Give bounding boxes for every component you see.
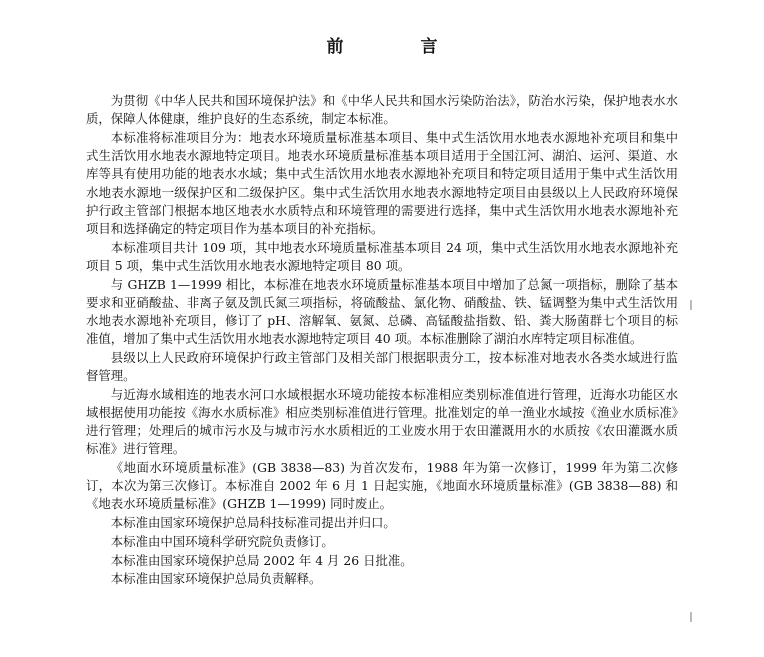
paragraph-project-count: 本标准项目共计 109 项，其中地表水环境质量标准基本项目 24 项，集中式生活饮用水地表水源地补充项目 5 项，集中式生活饮用水地表水源地特定项目 80 项。 [86, 239, 678, 273]
paragraph-proposed-by: 本标准由国家环境保护总局科技标准司提出并归口。 [110, 515, 396, 531]
scan-edge-mark [690, 300, 692, 310]
paragraph-supervision: 县级以上人民政府环境保护行政主管部门及相关部门根据职责分工，按本标准对地表水各类水域进行监督管理。 [86, 349, 678, 384]
paragraph-project-classification: 本标准将标准项目分为：地表水环境质量标准基本项目、集中式生活饮用水地表水源地补充项目和集中式生活饮用水地表水源地特定项目。地表水环境质量标准基本项目适用于全国江河、湖泊、运河、渠道、水库等具有使用功能的地表水水域；集中式生活饮用水地表水源地补充项目和特定项目适用于集中式生活饮用水地表水源地一级保护区和二级保护区。集中式生活饮用水地表水源地特定项目由县级以上人民政府环境保护行政主管部门根据本地区地表水水质特点和环境管理的需要进行选择，集中式生活饮用水地表水源地补充项目和选择确定的特定项目作为基本项目的补充指标。 [86, 129, 678, 236]
paragraph-approved-by: 本标准由国家环境保护总局 2002 年 4 月 26 日批准。 [110, 552, 413, 568]
paragraph-revised-by: 本标准由中国环境科学研究院负责修订。 [110, 533, 334, 549]
paragraph-coastal-waters: 与近海水域相连的地表水河口水域根据水环境功能按本标准相应类别标准值进行管理，近海水功能区水域根据使用功能按《海水水质标准》相应类别标准值进行管理。批准划定的单一渔业水域按《渔业水质标准》进行管理；处理后的城市污水及与城市污水水质相近的工业废水用于农田灌溉用水的水质按《农田灌溉水质标准》进行管理。 [86, 386, 678, 457]
page-title: 前 言 [326, 37, 468, 57]
paragraph-interpreted-by: 本标准由国家环境保护总局负责解释。 [110, 571, 322, 587]
paragraph-purpose: 为贯彻《中华人民共和国环境保护法》和《中华人民共和国水污染防治法》，防治水污染，保护地表水水质，保障人体健康，维护良好的生态系统，制定本标准。 [86, 93, 678, 127]
body-text [86, 92, 678, 588]
paragraph-revision-changes: 与 GHZB 1—1999 相比，本标准在地表水环境质量标准基本项目中增加了总氮一项指标，删除了基本要求和亚硝酸盐、非离子氨及凯氏氮三项指标，将硫酸盐、氯化物、硝酸盐、铁、锰调整为集中式生活饮用水地表水源地补充项目，修订了 pH、溶解氧、氨氮、总磷、高锰酸盐指数、铅、粪大肠菌群七个项目的标准值，增加了集中式生活饮用水地表水源地特定项目 40 项。本标准删除了湖泊水库特定项目标准值。 [86, 276, 678, 347]
paragraph-history: 《地面水环境质量标准》(GB 3838—83) 为首次发布，1988 年为第一次修订，1999 年为第二次修订，本次为第三次修订。本标准自 2002 年 6 月 1 日起实施，《地面水环境质量标准》(GB 3838—88) 和《地表水环境质量标准》(GHZB 1—1999) 同时废止。 [86, 460, 678, 512]
scan-edge-mark [690, 612, 692, 622]
